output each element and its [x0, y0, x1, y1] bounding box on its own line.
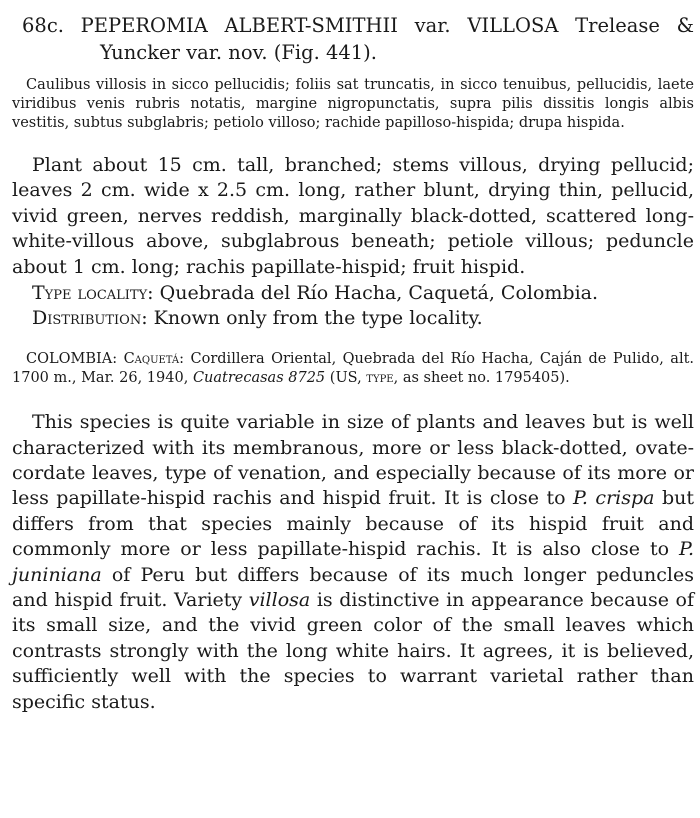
distribution	[12, 306, 694, 332]
specimen-details: Cordillera Oriental, Quebrada del Río Hacha, Caján de Pulido, alt. 1700 m., Mar. 26, 1940,	[12, 350, 695, 386]
species-name: PEPEROMIA ALBERT-SMITHII var. VILLOSA	[80, 14, 559, 37]
type-locality-value: Quebrada del Río Hacha, Caquetá, Colombia.	[159, 281, 599, 304]
species-ref-juniniana: P. juniniana	[12, 538, 694, 586]
distribution-label: Distribution:	[32, 307, 148, 330]
discussion-part-2: but differs from that species mainly because of its hispid fruit and commonly more or less papillate-hispid rachis. It is also close to	[12, 487, 694, 561]
discussion-part-3: of Peru but differs because of its much longer peduncles and hispid fruit. Variety	[12, 563, 694, 612]
document-page	[12, 12, 694, 715]
specimen-citation	[12, 350, 694, 388]
discussion-part-1: This species is quite variable in size of plants and leaves but is well characterized with its membranous, more or less black-dotted, ovate-cordate leaves, type of venation, and especially because of its more or less papillate-hispid rachis and hispid fruit. It is close to	[12, 411, 694, 510]
species-ref-crispa: P. crispa	[573, 487, 655, 510]
species-description: Plant about 15 cm. tall, branched; stems villous, drying pellucid; leaves 2 cm. wide x 2.5 cm. long, rather blunt, drying thin, pellucid, vivid green, nerves reddish, marginally black-dotted, scattered long-white-villous above, subglabrous beneath; petiole villous; peduncle about 1 cm. long; rachis papillate-hispid; fruit hispid.	[12, 153, 694, 278]
specimen-herbarium-suffix: as sheet no. 1795405).	[402, 369, 570, 386]
entry-number: 68c.	[22, 14, 64, 37]
specimen-collector: Cuatrecasas 8725	[192, 369, 326, 386]
species-authors: Trelease & Yuncker var. nov. (Fig. 441).	[100, 14, 695, 64]
specimen-department: Caquetá:	[123, 350, 185, 367]
discussion-part-4: is distinctive in appearance because of its small size, and the vivid green color of the small leaves which contrasts strongly with the long white hairs. It agrees, it is believed, sufficiently well with the species to warrant varietal rather than specific status.	[12, 589, 694, 713]
distribution-value: Known only from the type locality.	[153, 307, 483, 330]
variety-ref-villosa: villosa	[248, 589, 311, 612]
type-locality-label: Type locality:	[32, 281, 154, 304]
species-heading	[12, 12, 694, 66]
latin-diagnosis: Caulibus villosis in sicco pellucidis; foliis sat truncatis, in sicco tenuibus, pellucidis, laete viridibus venis rubris notatis, margine nigropunctatis, supra pilis dissitis longis albis vestitis, subtus subglabris; petiolo villoso; rachide papilloso-hispida; drupa hispida.	[12, 77, 694, 132]
specimen-herbarium-prefix: (US,	[329, 369, 362, 386]
specimen-type-word: type,	[366, 369, 399, 386]
discussion-paragraph	[12, 410, 694, 715]
specimen-country: COLOMBIA:	[26, 350, 118, 367]
type-locality	[12, 281, 694, 307]
